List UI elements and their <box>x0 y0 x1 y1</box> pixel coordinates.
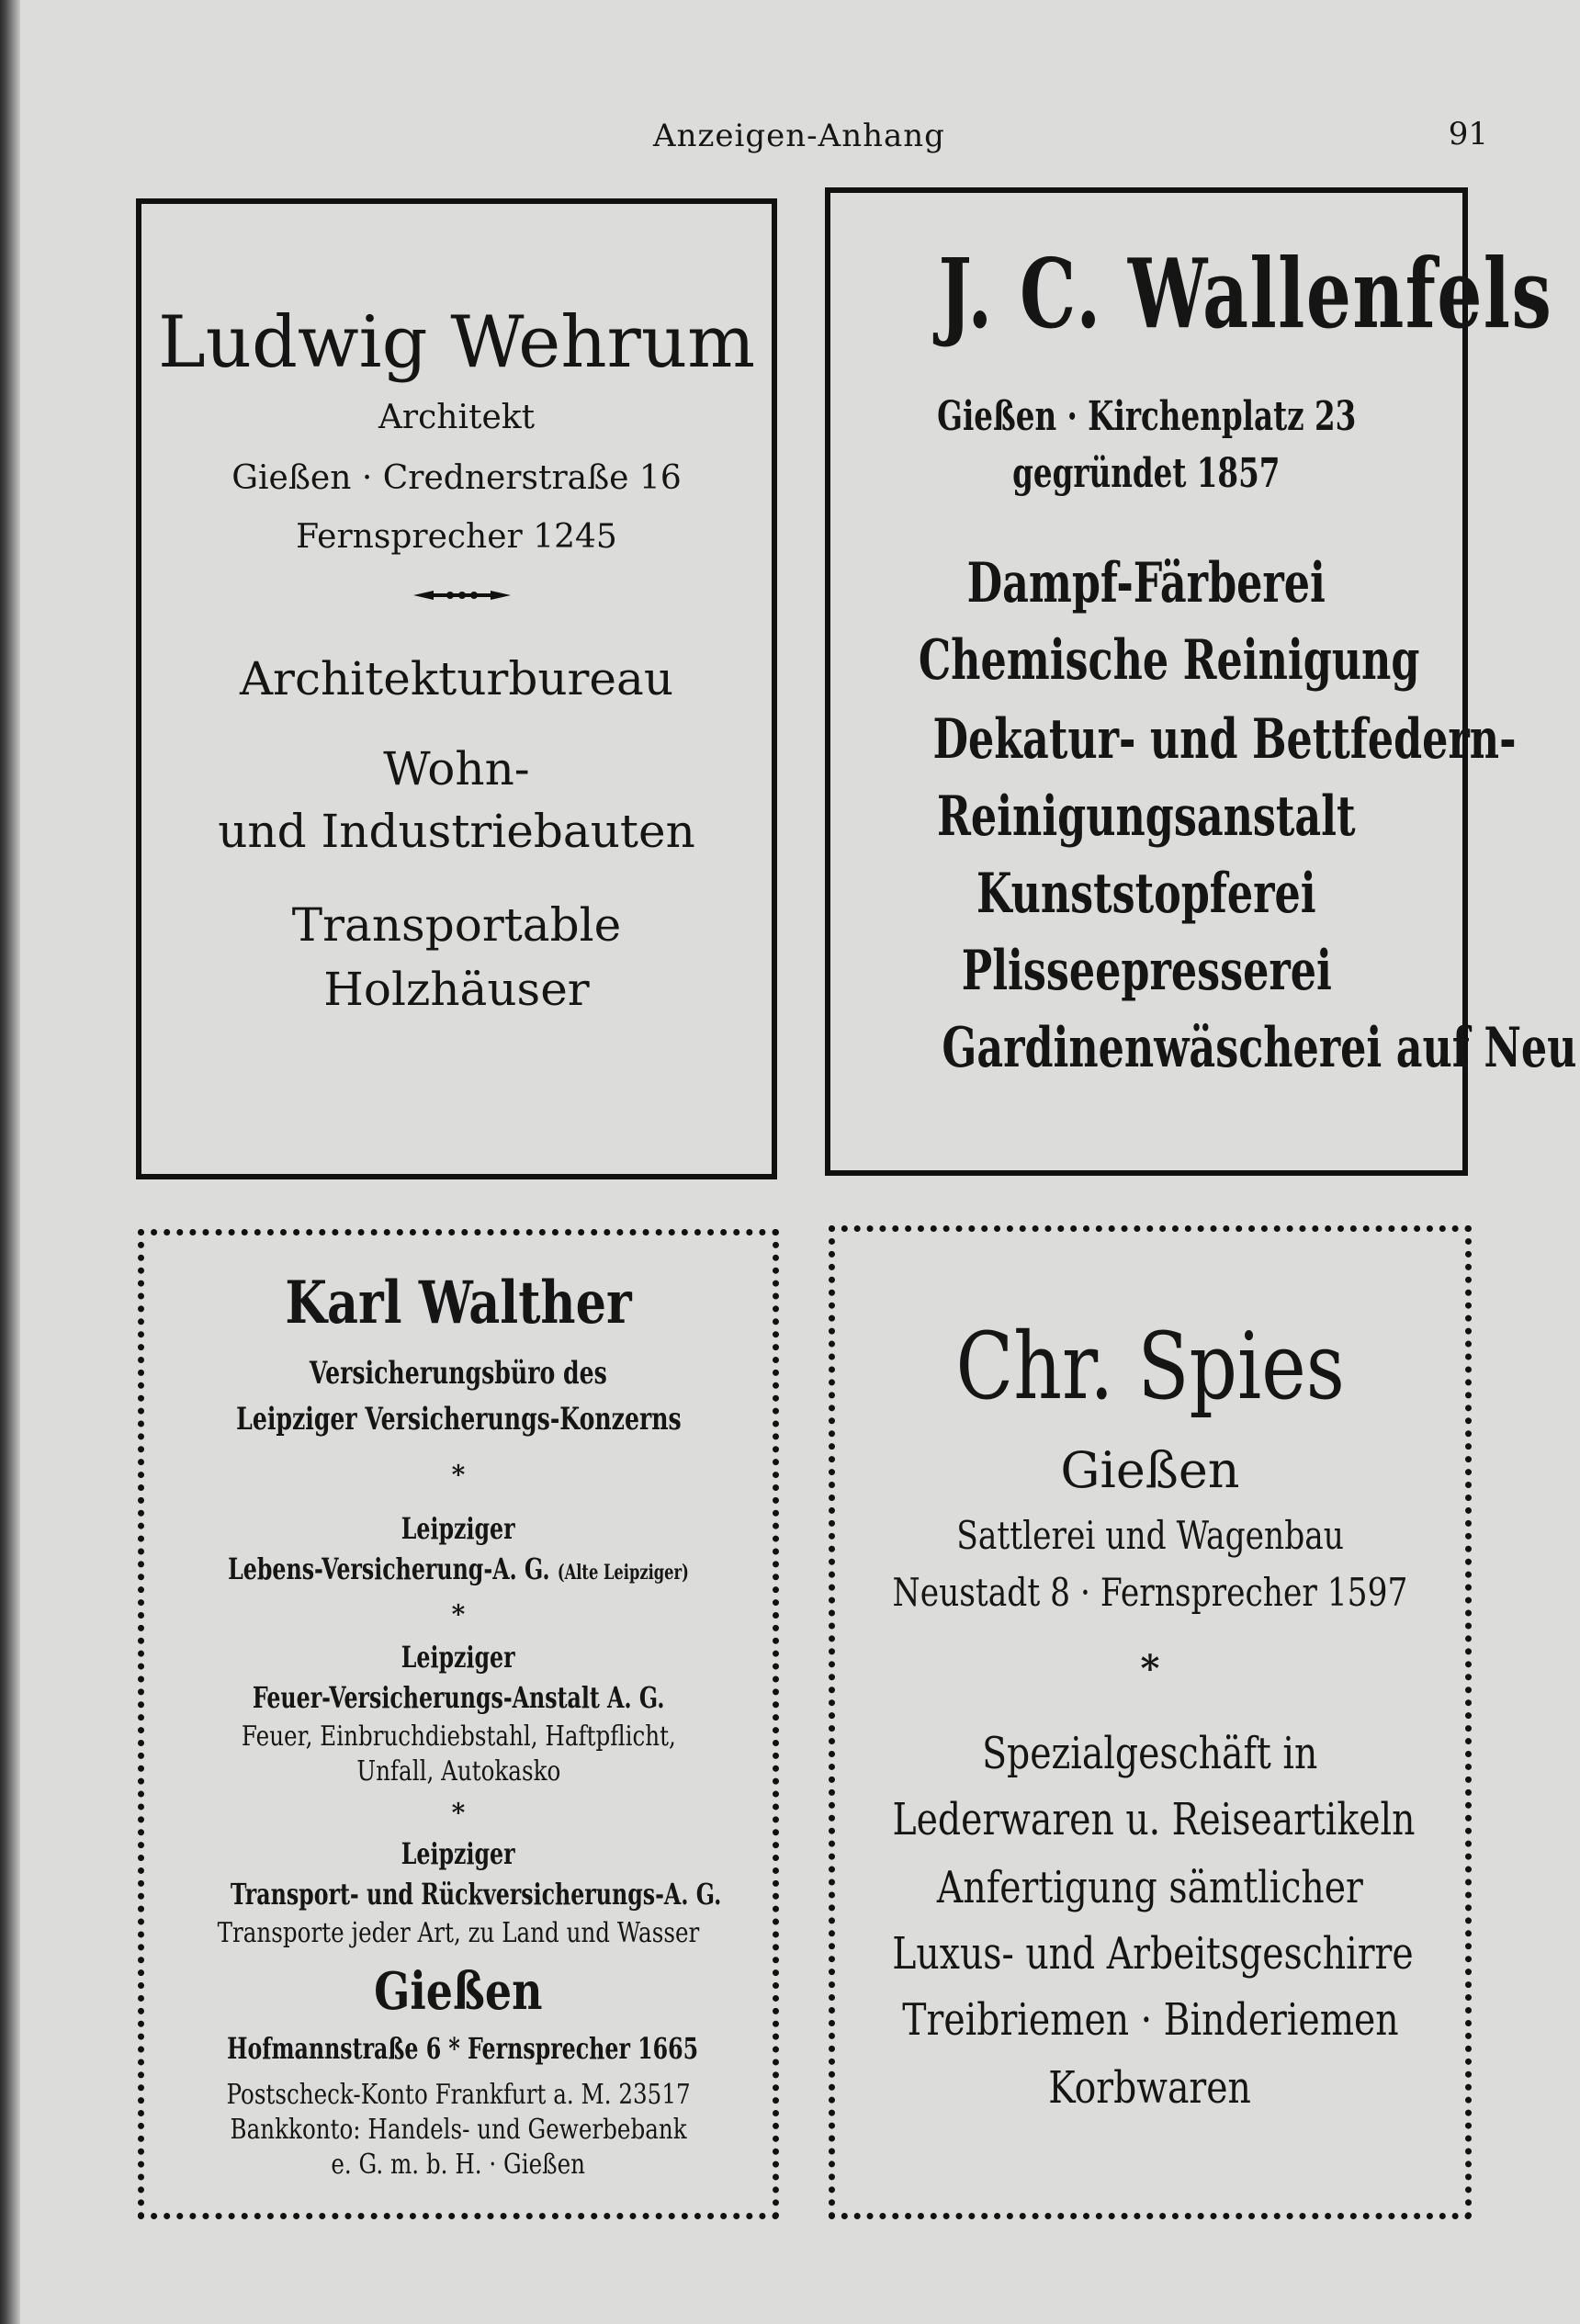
ad-wehrum-service-2a: Wohn- <box>383 742 530 795</box>
ad-walther-sub-2: Leipziger Versicherungs-Konzerns <box>235 1401 682 1438</box>
ad-walther-company-3-b: Transport- und Rückversicherungs-A. G. <box>230 1877 722 1912</box>
ad-spies-city: Gießen <box>1060 1441 1240 1499</box>
ad-spies-line-3: Anfertigung sämtlicher <box>937 1862 1363 1913</box>
ad-walther-city: Gießen <box>374 1961 543 2022</box>
ad-walther-address: Hofmannstraße 6 * Fernsprecher 1665 <box>227 2031 699 2066</box>
ad-walther <box>138 1229 779 2219</box>
ad-walther-company-1-b: Lebens-Versicherung-A. G. (Alte Leipziger) <box>228 1551 689 1586</box>
ad-spies-address: Neustadt 8 · Fernsprecher 1597 <box>892 1570 1408 1615</box>
ad-walther-name: Karl Walther <box>285 1269 632 1337</box>
ad-walther-company-3-c: Transporte jeder Art, zu Land und Wasser <box>217 1917 700 1949</box>
ad-walther-company-2-b: Feuer-Versicherungs-Anstalt A. G. <box>252 1680 665 1715</box>
ad-spies-line-6: Korbwaren <box>1048 2062 1252 2114</box>
ad-walther-bank-2: e. G. m. b. H. · Gießen <box>331 2149 586 2181</box>
ad-walther-sub-1: Versicherungsbüro des <box>310 1355 607 1392</box>
ad-wehrum-profession: Architekt <box>378 399 536 436</box>
ad-walther-company-3-a: Leipziger <box>401 1836 515 1871</box>
ad-wehrum <box>136 198 777 1179</box>
ad-walther-company-1-a: Leipziger <box>401 1511 515 1546</box>
ad-walther-postcheck: Postscheck-Konto Frankfurt a. M. 23517 <box>226 2079 691 2111</box>
book-spine-shadow <box>0 0 20 2324</box>
ornament-divider-icon <box>141 586 783 604</box>
ad-wallenfels-address: Gießen · Kirchenplatz 23 <box>936 393 1357 440</box>
separator-star-icon: * <box>451 1460 466 1490</box>
separator-star-icon: * <box>451 1599 466 1630</box>
ad-wehrum-phone: Fernsprecher 1245 <box>296 518 617 556</box>
ad-wehrum-service-1: Architekturbureau <box>239 652 674 705</box>
ad-spies-line-5: Treibriemen · Binderiemen <box>901 1994 1399 2046</box>
ad-spies-line-2: Lederwaren u. Reiseartikeln <box>892 1794 1416 1845</box>
ad-wallenfels-line-7: Gardinenwäscherei auf Neu <box>942 1016 1577 1080</box>
page-number: 91 <box>1448 116 1488 152</box>
ad-walther-company-2-d: Unfall, Autokasko <box>356 1755 560 1788</box>
ad-wehrum-address: Gießen · Crednerstraße 16 <box>231 459 682 497</box>
ad-spies-line-1: Spezialgeschäft in <box>982 1728 1318 1779</box>
ad-spies-line-4: Luxus- und Arbeitsgeschirre <box>892 1928 1414 1980</box>
ad-wehrum-service-2b: und Industriebauten <box>218 805 695 858</box>
ad-spies-trade: Sattlerei und Wagenbau <box>956 1513 1344 1558</box>
separator-star-icon: * <box>1140 1647 1160 1690</box>
running-title: Anzeigen-Anhang <box>653 118 945 154</box>
ad-wallenfels-line-4: Reinigungsanstalt <box>937 784 1356 849</box>
ad-walther-company-2-c: Feuer, Einbruchdiebstahl, Haftpflicht, <box>241 1720 676 1753</box>
ad-wehrum-service-3b: Holzhäuser <box>323 963 590 1016</box>
ad-wallenfels-line-5: Kunststopferei <box>976 862 1316 926</box>
ad-wallenfels-line-3: Dekatur- und Bettfedern- <box>932 707 1517 772</box>
ad-wallenfels-founded: gegründet 1857 <box>1012 450 1281 497</box>
ad-walther-bank-1: Bankkonto: Handels- und Gewerbebank <box>230 2114 687 2146</box>
ad-spies-name: Chr. Spies <box>955 1313 1345 1420</box>
ad-spies <box>829 1225 1472 2219</box>
ad-wallenfels-line-1: Dampf-Färberei <box>966 551 1326 615</box>
ad-wallenfels <box>825 187 1577 1176</box>
ad-walther-company-2-a: Leipziger <box>401 1640 515 1675</box>
ad-wehrum-name: Ludwig Wehrum <box>157 301 756 384</box>
ad-wallenfels-line-6: Plisseepresserei <box>961 939 1332 1003</box>
separator-star-icon: * <box>451 1798 466 1828</box>
ad-wallenfels-line-2: Chemische Reinigung <box>918 628 1420 693</box>
ad-wallenfels-name: J. C. Wallenfels <box>938 237 1553 350</box>
ad-wehrum-service-3a: Transportable <box>291 898 622 952</box>
